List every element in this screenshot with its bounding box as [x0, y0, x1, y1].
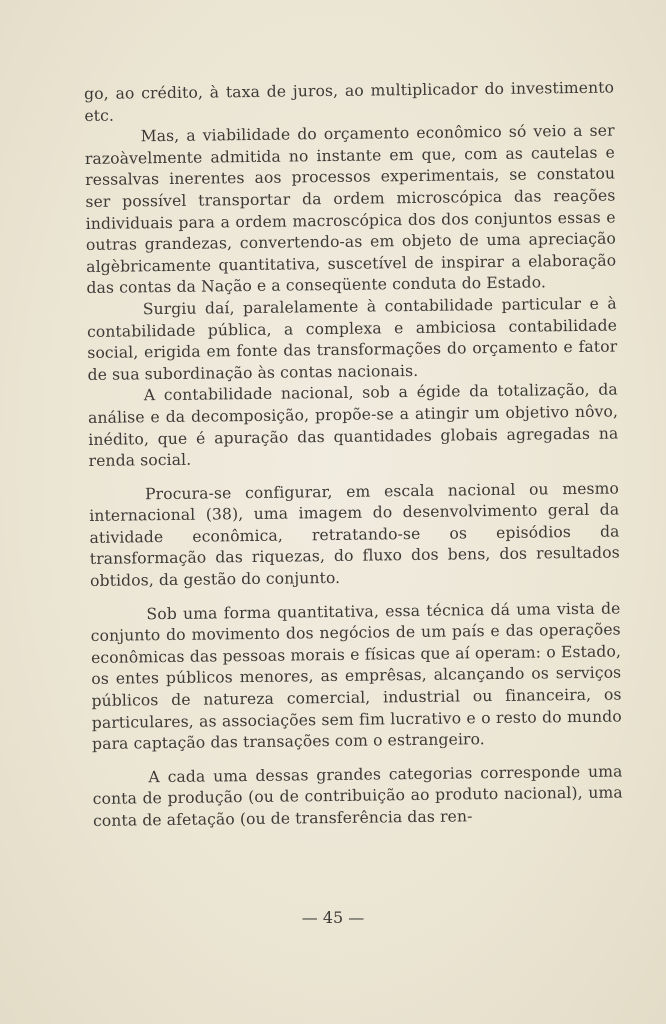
- page-number: — 45 —: [301, 908, 365, 927]
- paragraph-4: A contabilidade nacional, sob a égide da totalização, da análise e da decomposição, propõe-se a atingir um objetivo nôvo, inédito, que é apuração das quantidades globais agregadas na renda social.: [87, 380, 619, 471]
- paragraph-5: Procura-se configurar, em escala nacional ou mesmo internacional (38), uma imagem do desenvolvimento geral da atividade econômica, retratando-se os episódios da transformação das riquezas, do fluxo dos bens, dos resultados obtidos, da gestão do conjunto.: [89, 479, 620, 591]
- paragraph-7: A cada uma dessas grandes categorias corresponde uma conta de produção (ou de contribuição ao produto nacional), uma conta de afetação (ou de transferência das ren-: [92, 762, 623, 830]
- paragraph-6: Sob uma forma quantitativa, essa técnica dá uma vista de conjunto do movimento dos negócios de um país e das operações econômicas das pessoas morais e físicas que aí operam: o Estado, os entes públicos menores, as emprêsas, alcançando os serviços públicos de natureza comercial, industrial ou financeira, os particulares, as associações sem fim lucrativo e o resto do mundo para captação das transações com o estrangeiro.: [90, 599, 622, 754]
- paragraph-2: Mas, a viabilidade do orçamento econômico só veio a ser razoàvelmente admitida no instante em que, com as cautelas e ressalvas inerentes aos processos experimentais, se constatou ser possível transportar da ordem microscópica das reações individuais para a ordem macroscópica dos dos conjuntos essas e outras grandezas, convertendo-as em objeto de uma apreciação algèbricamente quantitativa, suscetível de inspirar a elaboração das contas da Nação e a conseqüente conduta do Estado.: [84, 121, 617, 298]
- document-page: [84, 78, 623, 833]
- paragraph-1: go, ao crédito, à taxa de juros, ao multiplicador do investimento etc.: [84, 78, 615, 125]
- paragraph-3: Surgiu daí, paralelamente à contabilidade particular e à contabilidade pública, a complexa e ambiciosa contabilidade social, erigida em fonte das transformações do orçamento e fator de sua subordinação às contas nacionais.: [86, 294, 618, 384]
